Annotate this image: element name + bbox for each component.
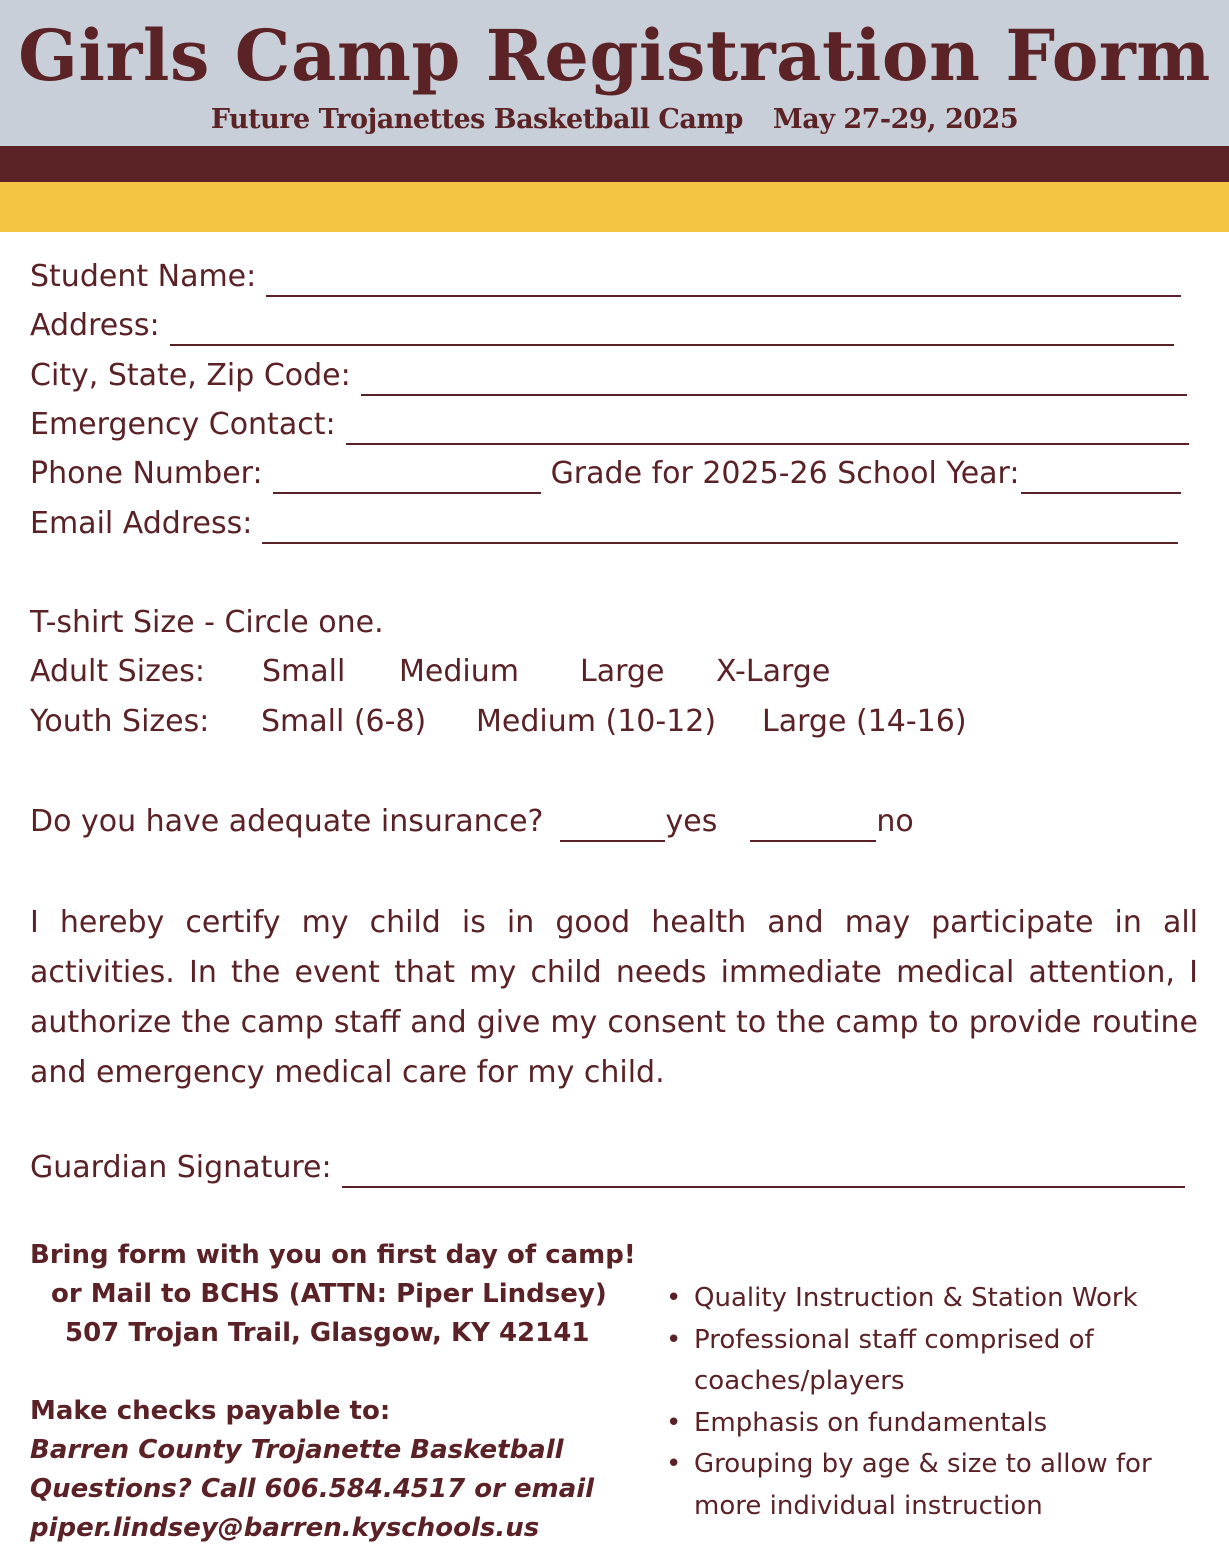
adult-size-large[interactable]: Large bbox=[580, 654, 665, 689]
insurance-yes-label: yes bbox=[665, 804, 718, 839]
feature-item: • Grouping by age & size to allow for more individual instruction bbox=[666, 1444, 1186, 1527]
adult-size-xlarge[interactable]: X-Large bbox=[716, 654, 831, 689]
student-name-label: Student Name: bbox=[30, 259, 257, 294]
tshirt-heading-text: T-shirt Size - Circle one. bbox=[30, 605, 384, 640]
mailing-line-3: 507 Trojan Trail, Glasgow, KY 42141 bbox=[65, 1318, 590, 1348]
header-banner bbox=[0, 0, 1229, 232]
mailing-line-2: or Mail to BCHS (ATTN: Piper Lindsey) bbox=[51, 1279, 607, 1309]
adult-sizes-label: Adult Sizes: bbox=[30, 654, 206, 689]
address-label: Address: bbox=[30, 308, 160, 343]
insurance-no-field[interactable] bbox=[750, 812, 876, 842]
adult-size-small[interactable]: Small bbox=[262, 654, 346, 689]
signature-label: Guardian Signature: bbox=[30, 1150, 332, 1185]
insurance-row bbox=[30, 802, 914, 842]
contact-email[interactable]: piper.lindsey@barren.kyschools.us bbox=[30, 1513, 540, 1543]
youth-size-small[interactable]: Small (6-8) bbox=[261, 704, 427, 739]
header-maroon-stripe bbox=[0, 146, 1229, 182]
features-list bbox=[666, 1278, 1186, 1527]
youth-size-medium[interactable]: Medium (10-12) bbox=[476, 704, 717, 739]
questions-line: Questions? Call 606.584.4517 or email bbox=[30, 1474, 595, 1504]
phone-number-label: Phone Number: bbox=[30, 456, 263, 491]
student-name-field[interactable] bbox=[266, 267, 1181, 297]
payment-heading: Make checks payable to: bbox=[30, 1396, 391, 1426]
address-row bbox=[30, 306, 1174, 346]
header-gold-stripe bbox=[0, 182, 1229, 232]
certification-paragraph: I hereby certify my child is in good health and may participate in all activities. In the event that my child needs immediate medical attention, I authorize the camp staff and give my consent to the camp to provide routine and emergency medical care for my child. bbox=[30, 905, 1198, 1090]
phone-grade-row bbox=[30, 454, 1181, 494]
email-field[interactable] bbox=[262, 514, 1178, 544]
adult-size-medium[interactable]: Medium bbox=[399, 654, 519, 689]
signature-row bbox=[30, 1148, 1185, 1188]
page-subtitle bbox=[0, 104, 1229, 135]
camp-name: Future Trojanettes Basketball Camp bbox=[210, 104, 743, 135]
insurance-no-label: no bbox=[876, 804, 914, 839]
city-state-zip-field[interactable] bbox=[361, 366, 1187, 396]
emergency-contact-label: Emergency Contact: bbox=[30, 407, 336, 442]
payment-payee: Barren County Trojanette Basketball bbox=[30, 1435, 564, 1465]
insurance-yes-field[interactable] bbox=[560, 812, 665, 842]
insurance-question: Do you have adequate insurance? bbox=[30, 804, 544, 839]
student-name-row bbox=[30, 257, 1181, 297]
page-title: Girls Camp Registration Form bbox=[18, 14, 1211, 97]
address-field[interactable] bbox=[170, 316, 1174, 346]
grade-label: Grade for 2025-26 School Year: bbox=[550, 456, 1020, 491]
grade-field[interactable] bbox=[1021, 464, 1181, 494]
email-row bbox=[30, 504, 1178, 544]
mailing-line-1: Bring form with you on first day of camp! bbox=[30, 1240, 636, 1270]
youth-sizes-label: Youth Sizes: bbox=[30, 704, 210, 739]
feature-item: • Emphasis on fundamentals bbox=[666, 1403, 1186, 1445]
feature-item: • Professional staff comprised of coaches/players bbox=[666, 1320, 1186, 1403]
city-state-zip-label: City, State, Zip Code: bbox=[30, 358, 351, 393]
city-state-zip-row bbox=[30, 356, 1187, 396]
phone-number-field[interactable] bbox=[273, 464, 541, 494]
email-label: Email Address: bbox=[30, 506, 253, 541]
signature-field[interactable] bbox=[342, 1158, 1185, 1188]
feature-item: • Quality Instruction & Station Work bbox=[666, 1278, 1186, 1320]
camp-dates: May 27-29, 2025 bbox=[772, 104, 1019, 135]
tshirt-heading bbox=[30, 603, 384, 643]
youth-size-large[interactable]: Large (14-16) bbox=[762, 704, 967, 739]
emergency-contact-field[interactable] bbox=[346, 415, 1189, 445]
emergency-contact-row bbox=[30, 405, 1189, 445]
